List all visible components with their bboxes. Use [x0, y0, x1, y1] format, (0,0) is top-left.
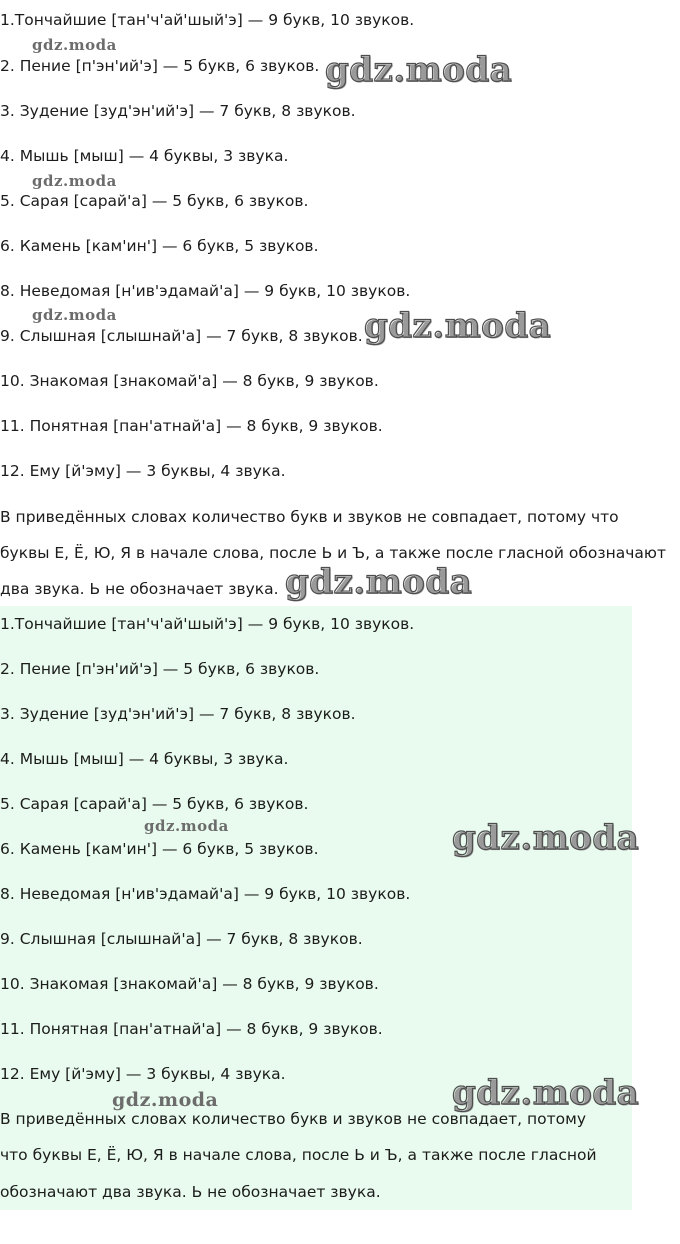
answer-line: 1.Тончайшие [тан'ч'ай'шый'э] — 9 букв, 10 звуков.: [0, 615, 415, 633]
answer-line: 12. Ему [й'эму] — 3 буквы, 4 звука.: [0, 462, 286, 480]
answer-line: 2. Пение [п'эн'ий'э] — 5 букв, 6 звуков.: [0, 660, 320, 678]
answer-line: 12. Ему [й'эму] — 3 буквы, 4 звука.: [0, 1065, 286, 1083]
watermark-logo: gdz.moda: [32, 36, 117, 54]
explanation-line: В приведённых словах количество букв и звуков не совпадает, потому что: [0, 508, 619, 526]
explanation-line: два звука. Ь не обозначает звука.: [0, 580, 279, 598]
watermark-logo: gdz.moda: [452, 818, 640, 858]
answer-line: 2. Пение [п'эн'ий'э] — 5 букв, 6 звуков.: [0, 57, 320, 75]
watermark-logo: gdz.moda: [452, 1073, 640, 1113]
answer-line: 8. Неведомая [н'ив'эдамай'а] — 9 букв, 10 звуков.: [0, 282, 411, 300]
watermark-logo: gdz.moda: [32, 306, 117, 324]
watermark-logo: gdz.moda: [32, 172, 117, 190]
answer-line: 1.Тончайшие [тан'ч'ай'шый'э] — 9 букв, 10 звуков.: [0, 11, 415, 29]
watermark-logo: gdz.moda: [364, 306, 552, 346]
answer-line: 3. Зудение [зуд'эн'ий'э] — 7 букв, 8 звуков.: [0, 102, 356, 120]
answer-line: 8. Неведомая [н'ив'эдамай'а] — 9 букв, 10 звуков.: [0, 885, 411, 903]
answer-line: 4. Мышь [мыш] — 4 буквы, 3 звука.: [0, 750, 289, 768]
answer-line: 5. Сарая [сарай'а] — 5 букв, 6 звуков.: [0, 795, 309, 813]
answer-line: 5. Сарая [сарай'а] — 5 букв, 6 звуков.: [0, 192, 309, 210]
answer-line: 6. Камень [кам'ин'] — 6 букв, 5 звуков.: [0, 840, 319, 858]
watermark-logo: gdz.moda: [325, 50, 513, 90]
answer-line: 9. Слышная [слышнай'а] — 7 букв, 8 звуков.: [0, 930, 363, 948]
answer-line: 4. Мышь [мыш] — 4 буквы, 3 звука.: [0, 147, 289, 165]
answer-line: 9. Слышная [слышнай'а] — 7 букв, 8 звуков.: [0, 327, 363, 345]
watermark-logo: gdz.moda: [112, 1089, 219, 1111]
answer-line: 6. Камень [кам'ин'] — 6 букв, 5 звуков.: [0, 237, 319, 255]
answer-line: 10. Знакомая [знакомай'а] — 8 букв, 9 звуков.: [0, 975, 379, 993]
answer-line: 11. Понятная [пан'атнай'а] — 8 букв, 9 звуков.: [0, 417, 383, 435]
explanation-line: обозначают два звука. Ь не обозначает звука.: [0, 1183, 381, 1201]
explanation-line: буквы Е, Ё, Ю, Я в начале слова, после Ь и Ъ, а также после гласной обозначают: [0, 544, 666, 562]
watermark-logo: gdz.moda: [144, 817, 229, 835]
explanation-line: что буквы Е, Ё, Ю, Я в начале слова, после Ь и Ъ, а также после гласной: [0, 1146, 597, 1164]
explanation-line: В приведённых словах количество букв и звуков не совпадает, потому: [0, 1110, 587, 1128]
answer-line: 10. Знакомая [знакомай'а] — 8 букв, 9 звуков.: [0, 372, 379, 390]
answer-line: 3. Зудение [зуд'эн'ий'э] — 7 букв, 8 звуков.: [0, 705, 356, 723]
watermark-logo: gdz.moda: [285, 562, 473, 602]
answer-line: 11. Понятная [пан'атнай'а] — 8 букв, 9 звуков.: [0, 1020, 383, 1038]
